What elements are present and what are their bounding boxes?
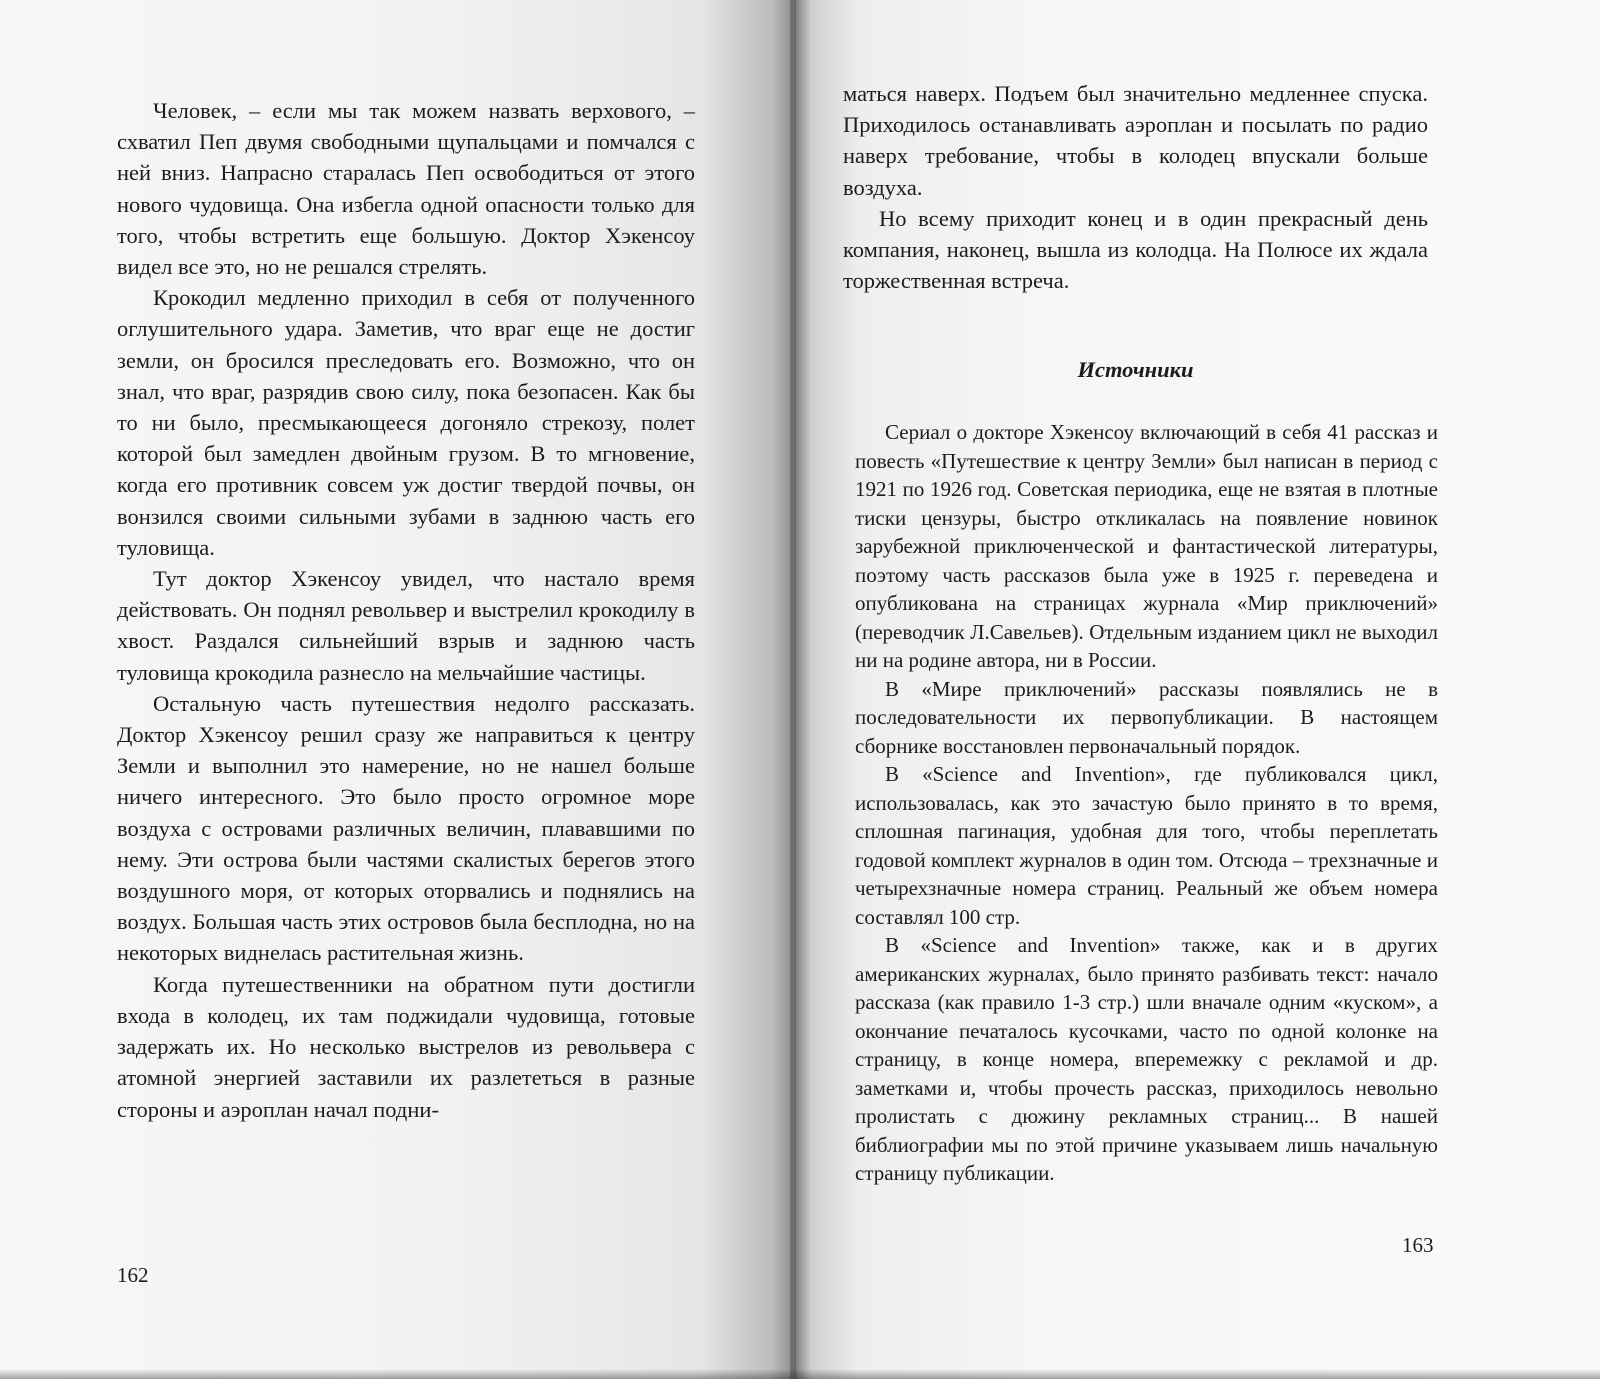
paragraph: Тут доктор Хэкенсоу увидел, что настало время действовать. Он поднял револьвер и выстрелил крокодилу в хвост. Раздался сильнейший взрыв и заднюю часть туловища крокодила разнесло на мельчайшие частицы. xyxy=(117,566,695,685)
sources-section xyxy=(855,418,1438,1188)
left-page-body xyxy=(117,95,695,1125)
book-gutter xyxy=(790,0,796,1379)
paragraph: В «Мире приключений» рассказы появлялись не в последовательности их первопубликации. В настоящем сборнике восстановлен первоначальный порядок. xyxy=(855,676,1438,758)
paragraph: маться наверх. Подъем был значительно медленнее спуска. Приходилось останавливать аэроплан и посылать по радио наверх требование, чтобы в колодец впускали больше воздуха. xyxy=(843,81,1428,200)
right-page-continuation xyxy=(843,78,1428,296)
paragraph: В «Science and Invention», где публиковался цикл, использовалась, как это зачастую было принято в то время, сплошная пагинация, удобная для того, чтобы переплетать годовой комплект журналов в один том. Отсюда – трехзначные и четырехзначные номера страниц. Реальный же объем номера составлял 100 стр. xyxy=(855,762,1438,929)
paragraph: Человек, – если мы так можем назвать верхового, – схватил Пеп двумя свободными щупальцами и помчался с ней вниз. Напрасно старалась Пеп освободиться от этого нового чудовища. Она избегла одной опасности только для того, чтобы встретить еще большую. Доктор Хэкенсоу видел все это, но не решался стрелять. xyxy=(117,98,695,280)
page-bottom-edge xyxy=(0,1369,1600,1379)
paragraph: Сериал о докторе Хэкенсоу включающий в себя 41 рассказ и повесть «Путешествие к центру Земли» был написан в период с 1921 по 1926 год. Советская периодика, еще не взятая в плотные тиски цензуры, быстро откликалась на появление новинок зарубежной приключенческой и фантастической литературы, поэтому часть рассказов была уже в 1925 г. переведена и опубликована на страницах журнала «Мир приключений» (переводчик Л.Савельев). Отдельным изданием цикл не выходил ни на родине автора, ни в России. xyxy=(855,420,1438,672)
paragraph: Когда путешественники на обратном пути достигли входа в колодец, их там поджидали чудовища, готовые задержать их. Но несколько выстрелов из револьвера с атомной энергией заставили их разлететься в разные стороны и аэроплан начал подни- xyxy=(117,971,695,1122)
paragraph: Крокодил медленно приходил в себя от полученного оглушительного удара. Заметив, что враг еще не достиг земли, он бросился преследовать его. Возможно, что он знал, что враг, разрядив свою силу, пока безопасен. Как бы то ни было, пресмыкающееся догоняло стрекозу, полет которой был замедлен двойным грузом. В то мгновение, когда его противник совсем уж достиг твердой почвы, он вонзился своими сильными зубами в заднюю часть его туловища. xyxy=(117,285,695,560)
section-heading-sources: Источники xyxy=(1077,357,1194,382)
paragraph: В «Science and Invention» также, как и в других американских журналах, было принято разбивать текст: начало рассказа (как правило 1-3 стр.) шли вначале одним «куском», а окончание печаталось кусочками, часто по одной колонке на страницу, в конце номера, вперемежку с рекламой и др. заметками и, чтобы прочесть рассказ, приходилось невольно пролистать с дюжину рекламных страниц... В нашей библиографии мы по этой причине указываем лишь начальную страницу публикации. xyxy=(855,933,1438,1185)
page-number-right: 163 xyxy=(1402,1233,1434,1257)
paragraph: Но всему приходит конец и в один прекрасный день компания, наконец, вышла из колодца. На Полюсе их ждала торжественная встреча. xyxy=(843,205,1428,294)
paragraph: Остальную часть путешествия недолго рассказать. Доктор Хэкенсоу решил сразу же направиться к центру Земли и выполнил это намерение, но не нашел больше ничего интересного. Это было просто огромное море воздуха с островами различных величин, плававшими по нему. Эти острова были частями скалистых берегов этого воздушного моря, от которых оторвались и поднялись на воздух. Большая часть этих островов была бесплодна, но на некоторых виднелась растительная жизнь. xyxy=(117,690,695,966)
page-number-left: 162 xyxy=(117,1263,149,1287)
